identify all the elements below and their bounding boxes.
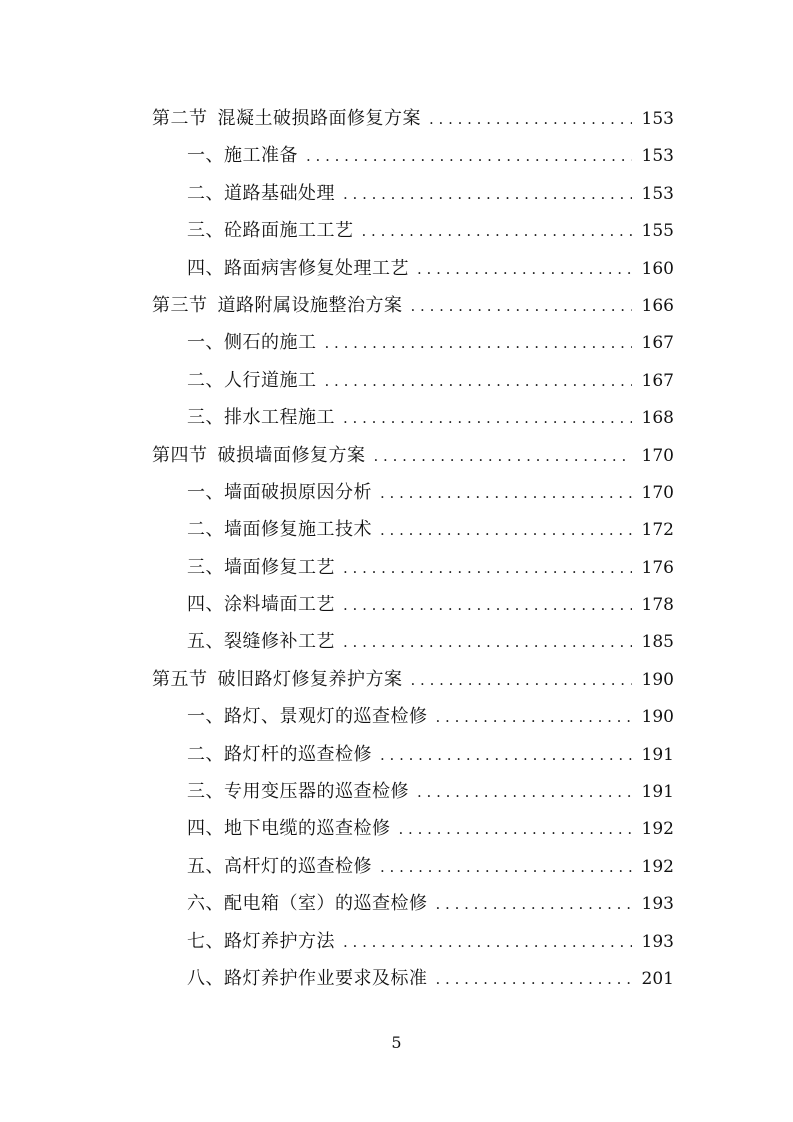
toc-entry-title: 墙面修复施工技术 (224, 519, 372, 541)
toc-entry-title: 路灯杆的巡查检修 (224, 743, 372, 765)
toc-dot-leader (436, 961, 633, 998)
toc-entry-label (187, 137, 298, 174)
toc-entry-label (187, 773, 409, 810)
toc-entry-title: 涂料墙面工艺 (224, 594, 335, 616)
toc-entry-label (187, 848, 372, 885)
toc-entry-number: 二、 (187, 182, 224, 204)
toc-entry-label (187, 511, 372, 548)
toc-entry-label (187, 250, 409, 287)
toc-entry-page: 167 (641, 370, 674, 391)
toc-entry-title: 破旧路灯修复养护方案 (217, 668, 403, 690)
toc-entry-title: 高杆灯的巡查检修 (224, 855, 372, 877)
toc-entry-label (187, 324, 317, 361)
toc-entry-title: 砼路面施工工艺 (224, 220, 354, 242)
toc-entry-label (187, 399, 335, 436)
toc-entry-page: 153 (641, 183, 674, 204)
toc-dot-leader (343, 924, 632, 961)
toc-entry-number: 二、 (187, 369, 224, 391)
toc-entry-label (187, 810, 391, 847)
toc-entry-page: 193 (641, 931, 674, 952)
toc-section-entry[interactable] (152, 100, 674, 137)
toc-entry-title: 路灯、景观灯的巡查检修 (224, 706, 428, 728)
toc-dot-leader (399, 811, 633, 848)
toc-entry-label (187, 586, 335, 623)
toc-subsection-entry[interactable] (152, 549, 674, 586)
toc-entry-title: 墙面修复工艺 (224, 556, 335, 578)
toc-entry-label (187, 362, 317, 399)
toc-entry-number: 第四节 (152, 444, 208, 466)
toc-dot-leader (380, 475, 632, 512)
toc-entry-page: 160 (641, 258, 674, 279)
toc-dot-leader (343, 624, 632, 661)
toc-entry-page: 170 (641, 482, 674, 503)
toc-entry-number: 四、 (187, 594, 224, 616)
toc-entry-number: 二、 (187, 519, 224, 541)
toc-subsection-entry[interactable] (152, 848, 674, 885)
toc-entry-label (187, 212, 354, 249)
toc-subsection-entry[interactable] (152, 623, 674, 660)
toc-dot-leader (436, 886, 633, 923)
toc-subsection-entry[interactable] (152, 474, 674, 511)
toc-entry-label (187, 923, 335, 960)
toc-entry-page: 155 (641, 221, 674, 242)
toc-entry-label (187, 549, 335, 586)
toc-entry-label (152, 661, 403, 698)
toc-entry-number: 一、 (187, 481, 224, 503)
toc-dot-leader (343, 587, 632, 624)
toc-subsection-entry[interactable] (152, 175, 674, 212)
toc-entry-title: 侧石的施工 (224, 332, 317, 354)
toc-entry-number: 二、 (187, 743, 224, 765)
toc-entry-number: 六、 (187, 893, 224, 915)
toc-subsection-entry[interactable] (152, 923, 674, 960)
toc-subsection-entry[interactable] (152, 324, 674, 361)
toc-dot-leader (343, 550, 632, 587)
toc-entry-label (187, 736, 372, 773)
toc-entry-title: 破损墙面修复方案 (217, 444, 366, 466)
toc-section-entry[interactable] (152, 287, 674, 324)
toc-dot-leader (417, 251, 632, 288)
toc-subsection-entry[interactable] (152, 773, 674, 810)
toc-dot-leader (380, 512, 632, 549)
toc-dot-leader (429, 101, 632, 138)
toc-dot-leader (380, 737, 632, 774)
toc-entry-number: 第五节 (152, 668, 208, 690)
toc-section-entry[interactable] (152, 661, 674, 698)
toc-entry-title: 人行道施工 (224, 369, 317, 391)
toc-entry-label (152, 100, 421, 137)
toc-entry-number: 一、 (187, 332, 224, 354)
toc-entry-page: 178 (641, 595, 674, 616)
toc-entry-title: 配电箱（室）的巡查检修 (224, 893, 428, 915)
toc-entry-page: 153 (641, 109, 674, 129)
toc-entry-number: 第二节 (152, 108, 208, 129)
toc-entry-page: 190 (641, 707, 674, 728)
toc-subsection-entry[interactable] (152, 736, 674, 773)
toc-entry-number: 一、 (187, 145, 224, 167)
toc-entry-title: 地下电缆的巡查检修 (224, 818, 391, 840)
toc-entry-page: 192 (641, 856, 674, 877)
toc-entry-number: 五、 (187, 631, 224, 653)
toc-dot-leader (343, 176, 632, 213)
toc-entry-page: 192 (641, 819, 674, 840)
toc-dot-leader (325, 325, 633, 362)
toc-dot-leader (411, 288, 633, 325)
toc-entry-page: 170 (641, 445, 674, 466)
toc-entry-title: 混凝土破损路面修复方案 (217, 108, 421, 129)
toc-entry-title: 施工准备 (224, 145, 298, 167)
toc-entry-number: 五、 (187, 855, 224, 877)
toc-entry-number: 三、 (187, 556, 224, 578)
toc-entry-page: 153 (641, 146, 674, 167)
toc-entry-page: 185 (641, 632, 674, 653)
table-of-contents (152, 100, 674, 997)
toc-entry-number: 四、 (187, 818, 224, 840)
toc-entry-number: 七、 (187, 930, 224, 952)
toc-dot-leader (417, 774, 632, 811)
toc-entry-number: 第三节 (152, 294, 208, 316)
toc-entry-number: 三、 (187, 220, 224, 242)
toc-entry-page: 166 (641, 295, 674, 316)
toc-subsection-entry[interactable] (152, 212, 674, 249)
toc-dot-leader (306, 138, 632, 175)
toc-entry-label (187, 175, 335, 212)
toc-entry-number: 三、 (187, 407, 224, 429)
toc-dot-leader (411, 662, 633, 699)
toc-entry-title: 路面病害修复处理工艺 (224, 257, 409, 279)
toc-entry-page: 191 (641, 744, 674, 765)
toc-entry-title: 路灯养护作业要求及标准 (224, 967, 428, 989)
toc-entry-title: 专用变压器的巡查检修 (224, 781, 409, 803)
toc-entry-number: 八、 (187, 967, 224, 989)
toc-subsection-entry[interactable] (152, 810, 674, 847)
toc-dot-leader (436, 699, 633, 736)
toc-entry-label (187, 623, 335, 660)
toc-subsection-entry[interactable] (152, 586, 674, 623)
toc-entry-title: 墙面破损原因分析 (224, 481, 372, 503)
toc-subsection-entry[interactable] (152, 362, 674, 399)
toc-entry-page: 201 (641, 968, 674, 989)
toc-entry-label (187, 885, 428, 922)
toc-entry-page: 193 (641, 894, 674, 915)
toc-entry-title: 排水工程施工 (224, 407, 335, 429)
toc-subsection-entry[interactable] (152, 885, 674, 922)
toc-entry-page: 172 (641, 520, 674, 541)
toc-subsection-entry[interactable] (152, 511, 674, 548)
toc-section-entry[interactable] (152, 437, 674, 474)
toc-entry-number: 三、 (187, 781, 224, 803)
toc-entry-label (187, 698, 428, 735)
toc-entry-label (152, 437, 366, 474)
toc-dot-leader (374, 438, 633, 475)
toc-dot-leader (380, 849, 632, 886)
toc-dot-leader (362, 213, 633, 250)
toc-entry-label (152, 287, 403, 324)
toc-entry-title: 道路附属设施整治方案 (217, 294, 403, 316)
toc-entry-number: 一、 (187, 706, 224, 728)
toc-subsection-entry[interactable] (152, 698, 674, 735)
toc-dot-leader (325, 363, 633, 400)
toc-dot-leader (343, 400, 632, 437)
toc-entry-page: 168 (641, 408, 674, 429)
toc-subsection-entry[interactable] (152, 960, 674, 997)
toc-entry-title: 道路基础处理 (224, 182, 335, 204)
page-number: 5 (391, 1033, 402, 1052)
toc-entry-page: 176 (641, 557, 674, 578)
toc-entry-label (187, 474, 372, 511)
toc-entry-label (187, 960, 428, 997)
toc-subsection-entry[interactable] (152, 137, 674, 174)
toc-entry-page: 191 (641, 782, 674, 803)
toc-entry-page: 190 (641, 669, 674, 690)
toc-entry-title: 路灯养护方法 (224, 930, 335, 952)
toc-subsection-entry[interactable] (152, 399, 674, 436)
toc-entry-number: 四、 (187, 257, 224, 279)
toc-subsection-entry[interactable] (152, 250, 674, 287)
toc-entry-title: 裂缝修补工艺 (224, 631, 335, 653)
toc-entry-page: 167 (641, 333, 674, 354)
